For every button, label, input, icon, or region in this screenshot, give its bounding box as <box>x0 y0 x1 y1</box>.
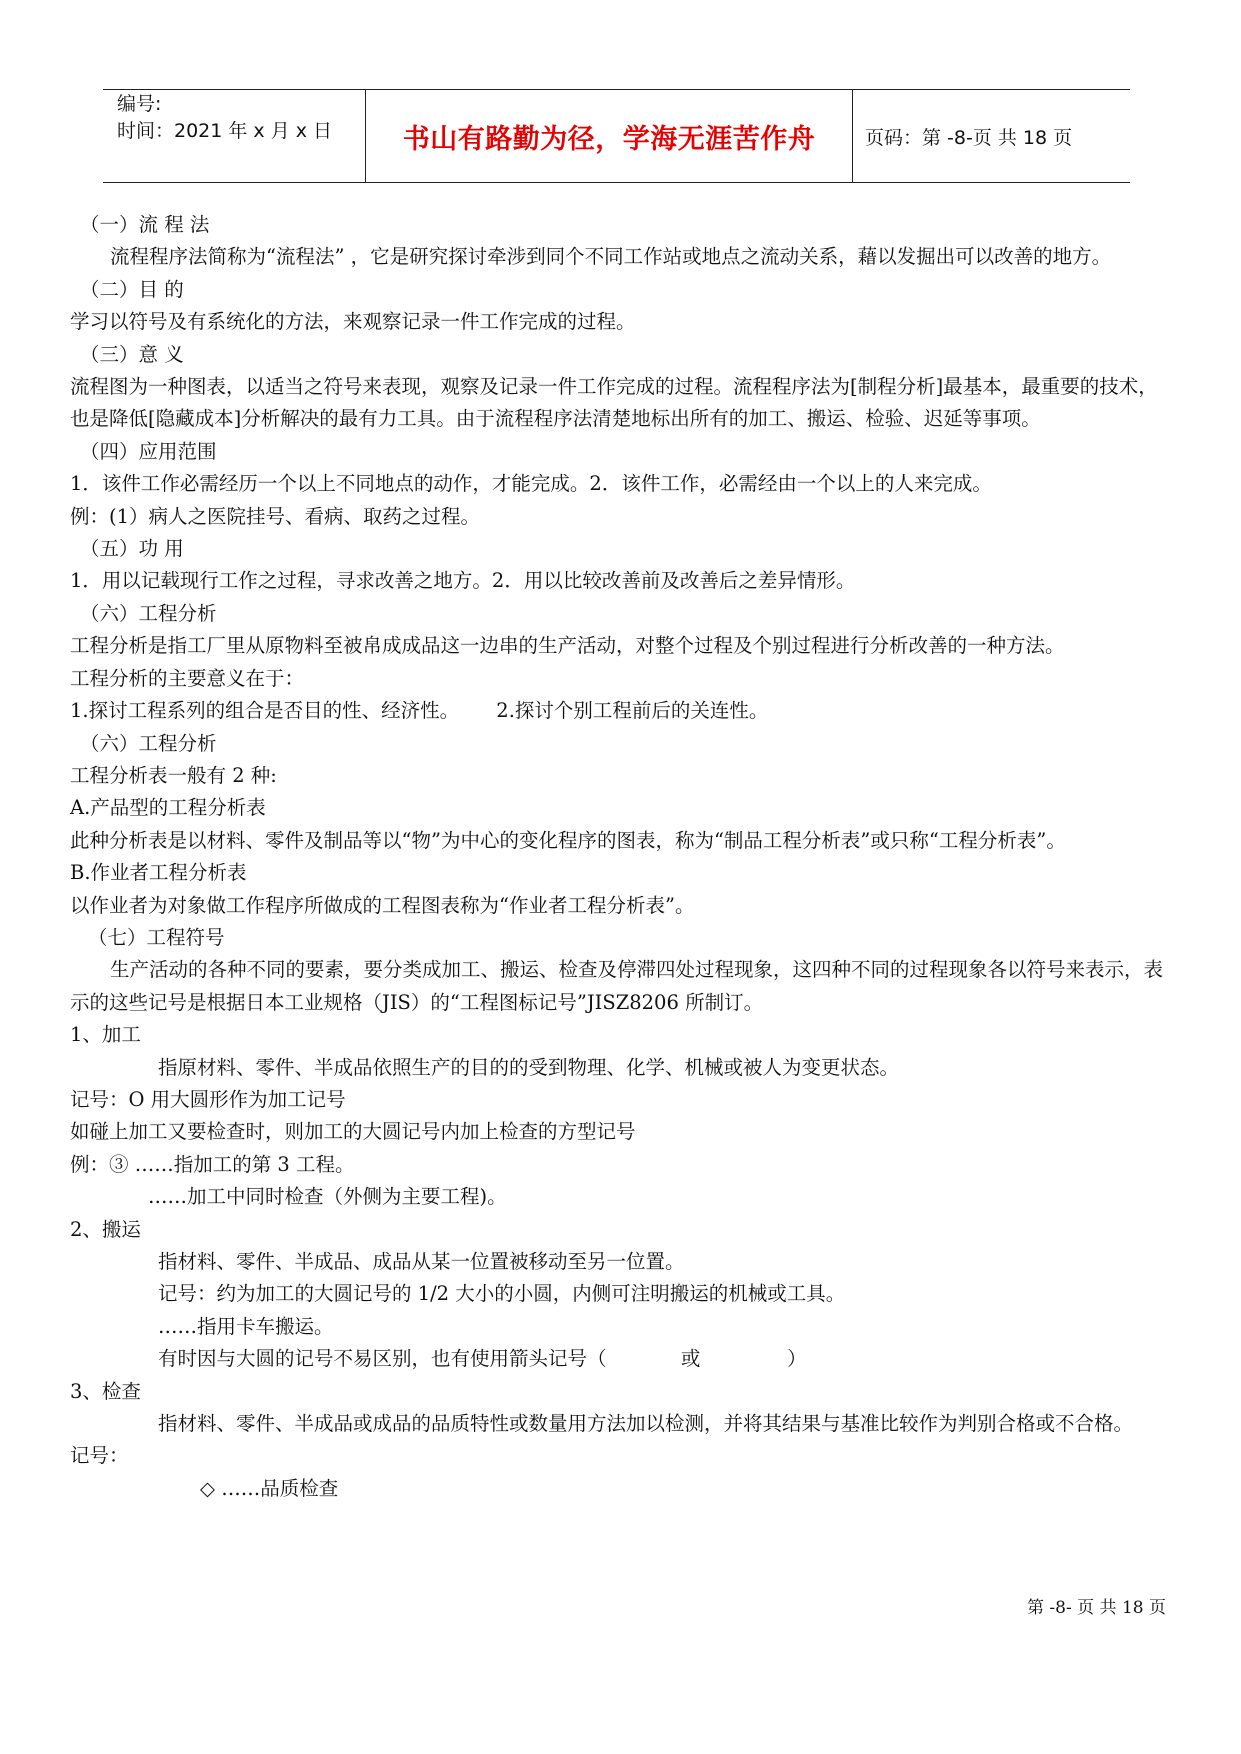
page-header <box>103 89 1130 183</box>
paragraph: 记号：约为加工的大圆记号的 1/2 大小的小圆，内侧可注明搬运的机械或工具。 <box>158 1282 846 1306</box>
paragraph: 工程分析表一般有 2 种: <box>70 763 277 787</box>
section-heading: （四）应用范围 <box>80 439 217 463</box>
section-heading: （二）目 的 <box>80 277 184 301</box>
section-heading: （一）流 程 法 <box>80 213 210 236</box>
paragraph: 指材料、零件、半成品、成品从某一位置被移动至另一位置。 <box>158 1250 685 1273</box>
section-heading: （三）意 义 <box>80 342 184 366</box>
subsection-heading: 2、搬运 <box>70 1217 141 1241</box>
paragraph: 1．该件工作必需经历一个以上不同地点的动作，才能完成。2．该件工作，必需经由一个以上的人来完成。 <box>70 472 992 496</box>
page-footer: 第 -8- 页 共 18 页 <box>1027 1598 1166 1618</box>
paragraph: 工程分析的主要意义在于： <box>70 666 305 690</box>
section-heading: （七）工程符号 <box>88 925 225 949</box>
paragraph: 生产活动的各种不同的要素，要分类成加工、搬运、检查及停滞四处过程现象，这四种不同的过程现象各以符号来表示，表示的这些记号是根据日本工业规格（JIS）的“工程图标记号”JISZ8206 所制订。 <box>70 958 1164 1014</box>
paragraph: 1.探讨工程系列的组合是否目的性、经济性。 2.探讨个别工程前后的关连性。 <box>70 699 769 723</box>
header-page-cell <box>853 90 1130 182</box>
paragraph: 记号：O 用大圆形作为加工记号 <box>70 1087 346 1111</box>
section-heading: （五）功 用 <box>80 537 184 561</box>
header-page-code: 页码：第 -8-页 共 18 页 <box>865 126 1073 149</box>
paragraph: 此种分析表是以材料、零件及制品等以“物”为中心的变化程序的图表，称为“制品工程分析表”或只称“工程分析表”。 <box>70 828 1066 852</box>
paragraph: 有时因与大圆的记号不易区别，也有使用箭头记号（ 或 ） <box>158 1347 807 1371</box>
subsection-heading: A.产品型的工程分析表 <box>70 796 266 820</box>
paragraph: 工程分析是指工厂里从原物料至被帛成成品这一边串的生产活动，对整个过程及个别过程进行分析改善的一种方法。 <box>70 634 1065 658</box>
paragraph: ……指用卡车搬运。 <box>158 1314 334 1338</box>
document-time-label: 时间：2021 年 x 月 x 日 <box>117 120 333 142</box>
paragraph: ……加工中同时检查（外侧为主要工程)。 <box>148 1185 507 1209</box>
paragraph: 例：③ ……指加工的第 3 工程。 <box>70 1152 355 1176</box>
document-body <box>70 209 1170 1505</box>
section-heading: （六）工程分析 <box>80 731 217 755</box>
header-motto-cell <box>365 90 853 182</box>
paragraph: 指原材料、零件、半成品依照生产的目的的受到物理、化学、机械或被人为变更状态。 <box>158 1055 900 1079</box>
paragraph: 以作业者为对象做工作程序所做成的工程图表称为“作业者工程分析表”。 <box>70 893 695 917</box>
subsection-heading: 3、检查 <box>70 1379 141 1403</box>
paragraph: 例：(1）病人之医院挂号、看病、取药之过程。 <box>70 504 481 528</box>
paragraph: ◇ ……品质检查 <box>200 1476 339 1500</box>
paragraph: 1．用以记载现行工作之过程，寻求改善之地方。2．用以比较改善前及改善后之差异情形。 <box>70 569 856 593</box>
paragraph: 如碰上加工又要检查时，则加工的大圆记号内加上检查的方型记号 <box>70 1120 636 1144</box>
header-motto: 书山有路勤为径，学海无涯苦作舟 <box>402 123 816 155</box>
section-heading: （六）工程分析 <box>80 601 217 625</box>
paragraph: 指材料、零件、半成品或成品的品质特性或数量用方法加以检测，并将其结果与基准比较作为判别合格或不合格。 <box>158 1412 1134 1436</box>
paragraph: 学习以符号及有系统化的方法，来观察记录一件工作完成的过程。 <box>70 310 636 334</box>
subsection-heading: 1、加工 <box>70 1023 141 1047</box>
paragraph: 流程图为一种图表，以适当之符号来表现，观察及记录一件工作完成的过程。流程程序法为[制程分析]最基本，最重要的技术，也是降低[隐藏成本]分析解决的最有力工具。由于流程程序法清楚地标出所有的加工、搬运、检验、迟延等事项。 <box>70 375 1158 431</box>
subsection-heading: B.作业者工程分析表 <box>70 861 247 885</box>
document-number-label: 编号: <box>117 93 162 115</box>
paragraph: 流程程序法简称为“流程法” ，它是研究探讨牵涉到同个不同工作站或地点之流动关系，藉以发掘出可以改善的地方。 <box>110 245 1112 269</box>
paragraph: 记号： <box>70 1444 129 1468</box>
header-info-cell <box>103 90 365 182</box>
